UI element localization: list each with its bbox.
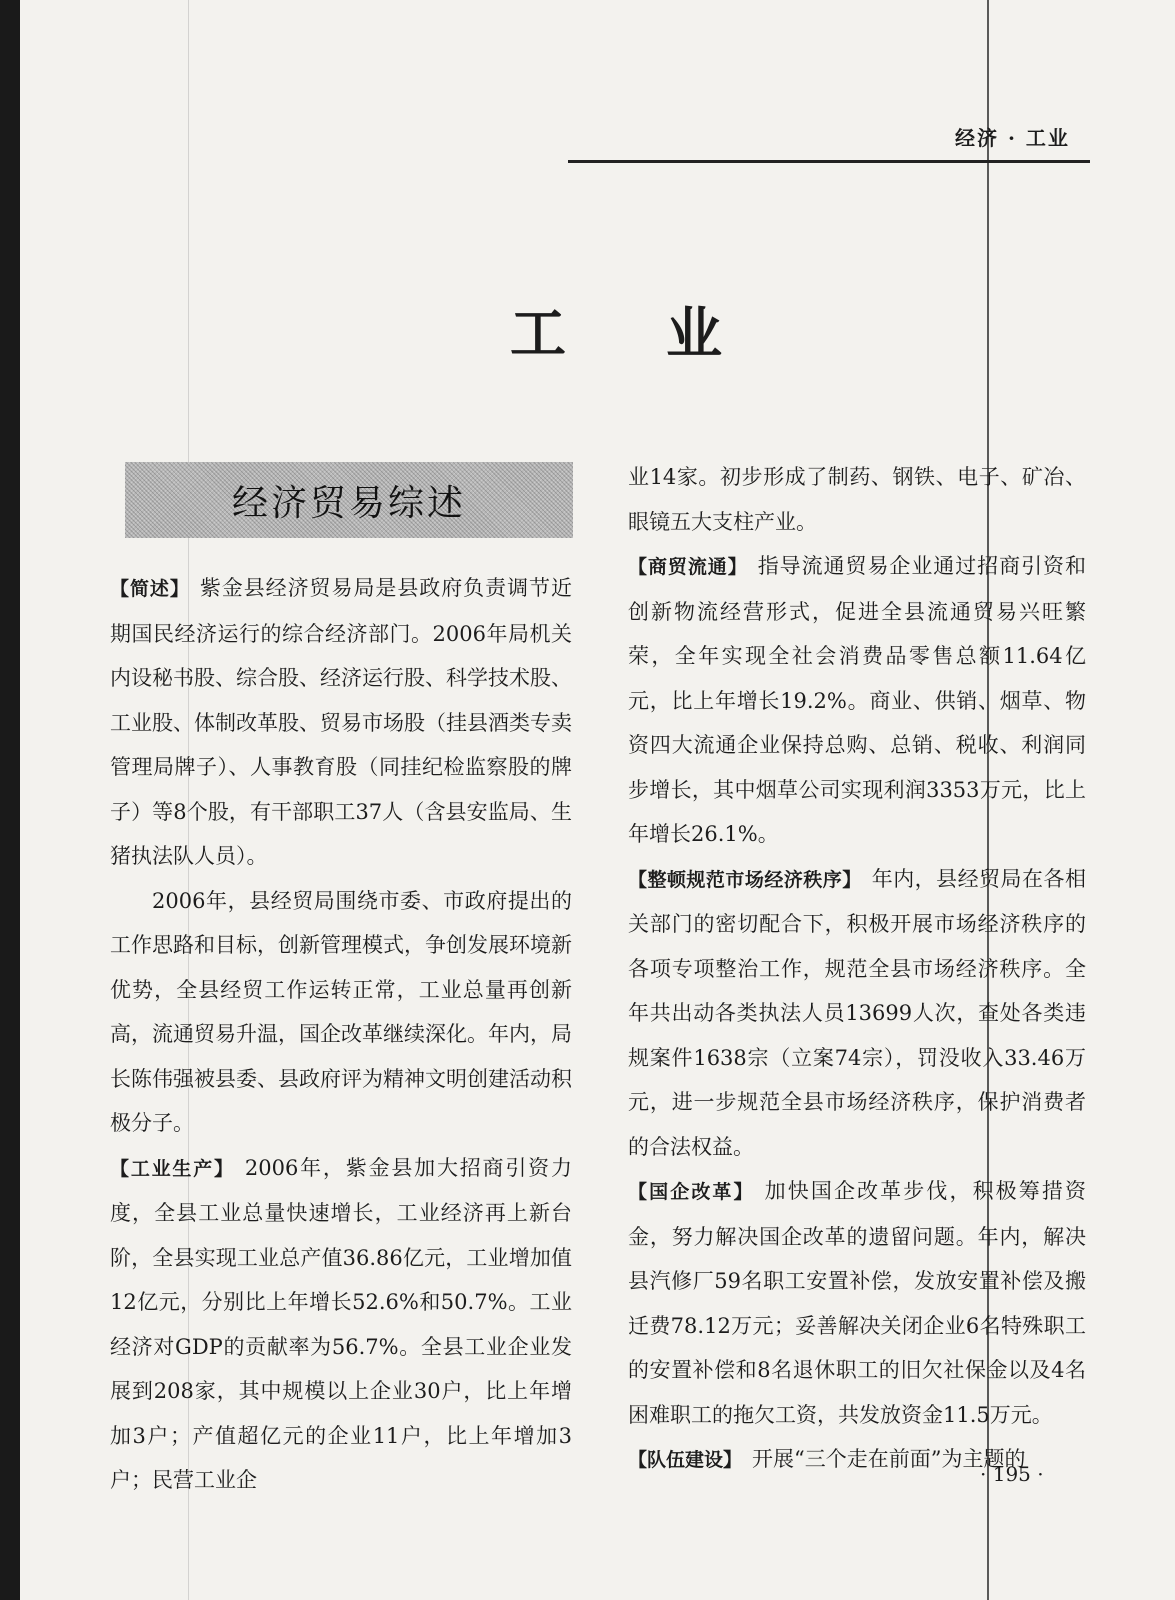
section-title-box [125,462,573,538]
chapter-title: 工业 [510,301,822,367]
intro-text: 紫金县经济贸易局是县政府负责调节近期国民经济运行的综合经济部门。2006年局机关内设秘书股、综合股、经济运行股、科学技术股、工业股、体制改革股、贸易市场股（挂县酒类专卖管理局牌子）、人事教育股（同挂纪检监察股的牌子）等8个股，有干部职工37人（含县安监局、生猪执法队人员）。 [110,576,572,868]
team-text: 开展“三个走在前面”为主题的 [752,1447,1026,1471]
intro-tag: 【 简述 】 [110,578,200,600]
commerce-text: 指导流通贸易企业通过招商引资和创新物流经营形式，促进全县流通贸易兴旺繁荣，全年实现全社会消费品零售总额11.64亿元，比上年增长19.2%。商业、供销、烟草、物资四大流通企业保持总购、总销、税收、利润同步增长，其中烟草公司实现利润3353万元，比上年增长26.1%。 [628,554,1086,846]
commerce-paragraph [628,544,1086,857]
right-column [628,455,1086,1483]
production-tag: 【 工业生产 】 [110,1158,245,1180]
team-tag: 【 队伍建设 】 [628,1449,752,1471]
header-rule [568,160,1090,163]
market-tag: 【 整顿规范市场经济秩序 】 [628,869,872,891]
left-column [110,566,572,1503]
commerce-tag: 【 商贸流通 】 [628,556,758,578]
reform-tag: 【 国企改革 】 [628,1181,765,1203]
page-number: · 195 · [980,1462,1044,1486]
intro-paragraph [110,566,572,879]
production-text: 2006年，紫金县加大招商引资力度，全县工业总量快速增长，工业经济再上新台阶，全县实现工业总产值36.86亿元，工业增加值12亿元，分别比上年增长52.6%和50.7%。工业经济对GDP的贡献率为56.7%。全县工业企业发展到208家，其中规模以上企业30户，比上年增加3户；产值超亿元的企业11户，比上年增加3户；民营工业企 [110,1155,572,1492]
scan-edge [0,0,20,1600]
reform-text: 加快国企改革步伐，积极筹措资金，努力解决国企改革的遗留问题。年内，解决县汽修厂59名职工安置补偿，发放安置补偿及搬迁费78.12万元；妥善解决关闭企业6名特殊职工的安置补偿和8名退休职工的旧欠社保金以及4名困难职工的拖欠工资，共发放资金11.5万元。 [628,1179,1086,1427]
section-title: 经济贸易综述 [231,482,466,524]
running-head: 经济 · 工业 [955,126,1070,150]
market-paragraph [628,857,1086,1170]
overview-paragraph: 2006年，县经贸局围绕市委、市政府提出的工作思路和目标，创新管理模式，争创发展环境新优势，全县经贸工作运转正常，工业总量再创新高，流通贸易升温，国企改革继续深化。年内，局长陈伟强被县委、县政府评为精神文明创建活动积极分子。 [110,888,572,1135]
market-text: 年内，县经贸局在各相关部门的密切配合下，积极开展市场经济秩序的各项专项整治工作，规范全县市场经济秩序。全年共出动各类执法人员13699人次，查处各类违规案件1638宗（立案74宗），罚没收入33.46万元，进一步规范全县市场经济秩序，保护消费者的合法权益。 [628,866,1086,1159]
production-paragraph [110,1146,572,1503]
continuation-paragraph: 业14家。初步形成了制药、钢铁、电子、矿冶、眼镜五大支柱产业。 [628,465,1086,534]
reform-paragraph [628,1169,1086,1437]
